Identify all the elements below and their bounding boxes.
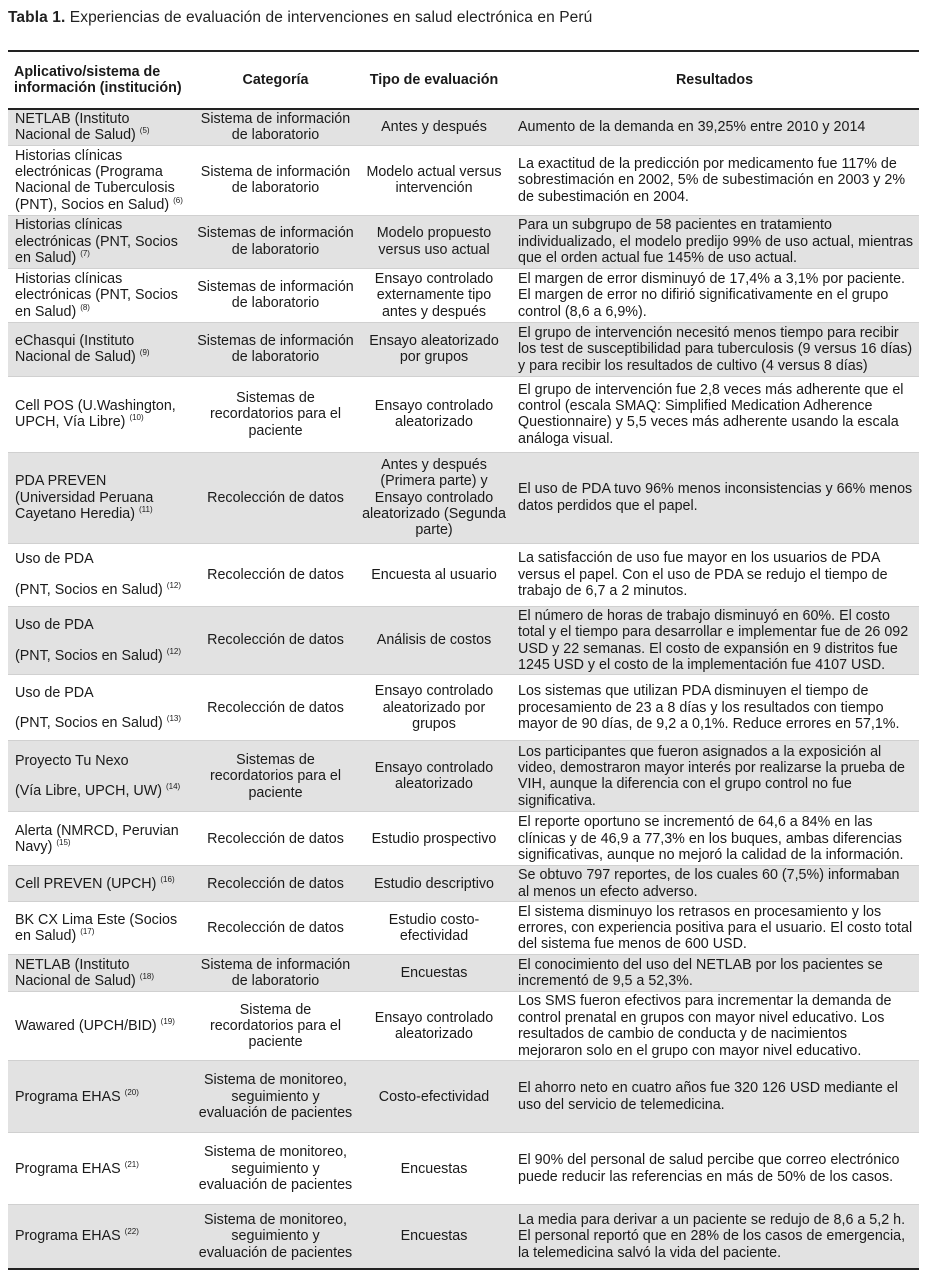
reference-number: (7) — [80, 249, 90, 259]
cell-application — [8, 215, 193, 268]
application-name: NETLAB (Instituto Nacional de Salud) — [15, 956, 136, 990]
table-row — [8, 1061, 919, 1133]
cell-application — [8, 1133, 193, 1205]
reference-number: (19) — [160, 1017, 175, 1027]
cell-category: Sistema de monitoreo, seguimiento y evaluación de pacientes — [198, 1144, 353, 1193]
cell-evaluation-type: Ensayo controlado aleatorizado — [374, 1009, 494, 1043]
table-row — [8, 1205, 919, 1269]
cell-evaluation-type: Costo-efectividad — [378, 1088, 490, 1105]
cell-category: Sistema de monitoreo, seguimiento y evaluación de pacientes — [198, 1072, 353, 1121]
cell-evaluation-type: Ensayo controlado aleatorizado — [374, 397, 494, 431]
application-name: Programa EHAS — [15, 1228, 121, 1245]
cell-application — [8, 268, 193, 322]
application-name: NETLAB (Instituto Nacional de Salud) — [15, 111, 136, 144]
table-header — [8, 51, 919, 109]
cell-application — [8, 955, 193, 992]
application-name: Uso de PDA — [15, 551, 94, 568]
cell-evaluation-type: Análisis de costos — [376, 632, 492, 649]
cell-category: Recolección de datos — [207, 566, 344, 583]
application-name: Historias clínicas electrónicas (PNT, Socios en Salud) — [15, 217, 178, 267]
cell-results: El uso de PDA tuvo 96% menos inconsistencias y 66% menos datos perdidos que el papel. — [518, 481, 913, 514]
cell-evaluation-type: Modelo propuesto versus uso actual — [376, 225, 492, 258]
table-row — [8, 675, 919, 741]
cell-category: Sistema de información de laboratorio — [200, 956, 351, 990]
reference-number: (18) — [139, 972, 155, 982]
cell-results: Los sistemas que utilizan PDA disminuyen el tiempo de procesamiento de 23 a 8 días y los resultados con tiempo mayor de 90 días, de 9,2 a 0,1%. Reduce errores en 57,1%. — [518, 683, 900, 733]
reference-number: (10) — [129, 413, 144, 423]
table-caption — [8, 8, 919, 34]
cell-results: La exactitud de la predicción por medicamento fue 117% de sobrestimación en 2002, 5% de subestimación en 2003 y 2% de subestimación en 2004. — [518, 155, 906, 205]
cell-application — [8, 812, 193, 866]
cell-evaluation-type: Estudio prospectivo — [371, 830, 497, 847]
table-row — [8, 109, 919, 145]
line-spacer — [15, 769, 189, 783]
application-name: Historias clínicas electrónicas (Programa Nacional de Tuberculosis (PNT), Socios en Salud) — [15, 147, 175, 213]
application-institution: (Vía Libre, UPCH, UW) — [15, 783, 162, 800]
cell-evaluation-type: Estudio costo-efectividad — [388, 911, 480, 945]
cell-results: El ahorro neto en cuatro años fue 320 126 USD mediante el uso del servicio de telemedicina. — [518, 1080, 898, 1113]
cell-application — [8, 1061, 193, 1133]
table-row — [8, 741, 919, 812]
table-row — [8, 902, 919, 955]
cell-results: El 90% del personal de salud percibe que correo electrónico puede reducir las referencias en más de 50% de los casos. — [518, 1152, 900, 1185]
table-row — [8, 1133, 919, 1205]
cell-results: Aumento de la demanda en 39,25% entre 2010 y 2014 — [518, 119, 866, 136]
application-name: Alerta (NMRCD, Peruvian Navy) — [15, 822, 179, 855]
reference-number: (15) — [56, 838, 71, 848]
cell-evaluation-type: Estudio descriptivo — [374, 875, 494, 892]
table-header-row — [8, 51, 919, 109]
line-spacer — [15, 634, 189, 648]
cell-application — [8, 543, 193, 606]
application-name: Cell PREVEN (UPCH) — [15, 875, 157, 892]
cell-results: El reporte oportuno se incrementó de 64,6 a 84% en las clínicas y de 46,9 a 77,3% en los buques, ambas diferencias significativas, aunque no mejoró la calidad de la información. — [518, 814, 904, 864]
cell-application — [8, 452, 193, 543]
table-row — [8, 376, 919, 452]
cell-category: Recolección de datos — [207, 699, 344, 716]
reference-number: (12) — [166, 581, 182, 591]
header-results: Resultados — [675, 71, 754, 88]
table-row — [8, 268, 919, 322]
cell-application — [8, 866, 193, 902]
evaluations-table — [8, 50, 919, 1270]
application-institution: (PNT, Socios en Salud) — [15, 647, 163, 664]
reference-number: (11) — [139, 505, 153, 515]
reference-number: (13) — [166, 714, 182, 724]
header-category: Categoría — [242, 71, 309, 88]
reference-number: (22) — [124, 1227, 139, 1237]
cell-category: Recolección de datos — [207, 920, 344, 937]
cell-results: El grupo de intervención necesitó menos tiempo para recibir los test de susceptibilidad para tuberculosis (9 versus 16 días) y para recibir los resultados de cultivo (4 versus 8 días) — [518, 324, 913, 374]
cell-category: Sistema de recordatorios para el paciente — [209, 1001, 342, 1051]
application-name: Wawared (UPCH/BID) — [15, 1018, 157, 1035]
cell-results: El conocimiento del uso del NETLAB por los pacientes se incrementó de 9,5 a 52,3%. — [518, 956, 883, 990]
cell-evaluation-type: Ensayo controlado aleatorizado — [374, 760, 494, 793]
cell-application — [8, 992, 193, 1061]
application-name: Proyecto Tu Nexo — [15, 753, 129, 770]
application-name: Historias clínicas electrónicas (PNT, Socios en Salud) — [15, 270, 178, 320]
cell-category: Sistema de información de laboratorio — [200, 163, 351, 197]
reference-number: (20) — [124, 1087, 139, 1097]
cell-evaluation-type: Encuesta al usuario — [371, 566, 497, 583]
line-spacer — [15, 701, 189, 715]
document-page — [8, 8, 919, 1270]
application-name: Programa EHAS — [15, 1088, 121, 1105]
application-name: BK CX Lima Este (Socios en Salud) — [15, 911, 178, 945]
cell-results: Los participantes que fueron asignados a la exposición al video, demostraron mayor interés por realizarse la prueba de VIH, aunque la diferencia con el grupo control no fue significativa. — [518, 743, 906, 809]
table-row — [8, 992, 919, 1061]
reference-number: (17) — [80, 927, 95, 937]
cell-results: Se obtuvo 797 reportes, de los cuales 60 (7,5%) informaban al menos un efecto adverso. — [518, 867, 900, 900]
cell-results: El grupo de intervención fue 2,8 veces más adherente que el control (escala SMAQ: Simplified Medication Adherence Questionnaire) y 5,5 veces más adherente usando la escala análoga visual. — [518, 381, 904, 447]
cell-category: Recolección de datos — [207, 632, 344, 649]
cell-application — [8, 145, 193, 215]
cell-results: Para un subgrupo de 58 pacientes en tratamiento individualizado, el modelo predijo 99% de uso actual, mientras que el orden actual fue 145% de uso actual. — [518, 217, 913, 267]
cell-results: La media para derivar a un paciente se redujo de 8,6 a 5,2 h. El personal reportó que en 28% de los casos de emergencia, la telemedicina salvó la vida del paciente. — [518, 1211, 906, 1261]
table-body — [8, 109, 919, 1269]
application-name: eChasqui (Instituto Nacional de Salud) — [15, 332, 136, 366]
cell-results: El número de horas de trabajo disminuyó en 60%. El costo total y el tiempo para desarrollar e implementar fue de 26 092 USD y 22 semanas. El costo de expansión en 9 distritos fue 1245 USD y el costo de la implementación fue 4107 USD. — [518, 607, 909, 674]
application-institution: (PNT, Socios en Salud) — [15, 714, 163, 731]
application-institution: (PNT, Socios en Salud) — [15, 581, 163, 598]
cell-application — [8, 741, 193, 812]
cell-evaluation-type: Encuestas — [400, 965, 468, 982]
cell-results: El margen de error disminuyó de 17,4% a 3,1% por paciente. El margen de error no difirió significativamente en el grupo control (8,6 a 6,9%). — [518, 270, 906, 320]
cell-results: Los SMS fueron efectivos para incrementar la demanda de control prenatal en grupos con mayor nivel educativo. Los resultados de cambio de conducta y de nacimientos mejoraron solo en el grupo con mayor nivel educativo. — [518, 993, 892, 1059]
cell-evaluation-type: Modelo actual versus intervención — [366, 163, 502, 197]
reference-number: (14) — [165, 782, 181, 792]
cell-evaluation-type: Ensayo controlado externamente tipo antes y después — [374, 270, 494, 320]
application-name: Programa EHAS — [15, 1160, 121, 1177]
table-row — [8, 145, 919, 215]
table-row — [8, 452, 919, 543]
cell-category: Sistema de información de laboratorio — [200, 111, 351, 144]
cell-evaluation-type: Encuestas — [400, 1160, 468, 1177]
cell-application — [8, 322, 193, 376]
reference-number: (8) — [80, 302, 90, 312]
table-row — [8, 215, 919, 268]
reference-number: (5) — [139, 126, 150, 136]
table-row — [8, 543, 919, 606]
header-evaluation-type: Tipo de evaluación — [369, 71, 499, 88]
cell-results: El sistema disminuyo los retrasos en procesamiento y los errores, con experiencia positiva para el usuario. El costo total del sistema fue menos de 600 USD. — [518, 903, 913, 953]
reference-number: (12) — [166, 646, 182, 656]
reference-number: (6) — [173, 195, 183, 205]
table-row — [8, 812, 919, 866]
cell-category: Sistema de monitoreo, seguimiento y evaluación de pacientes — [198, 1211, 353, 1261]
cell-category: Sistemas de recordatorios para el paciente — [209, 389, 342, 439]
table-row — [8, 866, 919, 902]
table-row — [8, 955, 919, 992]
application-name: Cell POS (U.Washington, UPCH, Vía Libre) — [15, 397, 176, 431]
cell-evaluation-type: Encuestas — [400, 1228, 468, 1245]
application-name: Uso de PDA — [15, 617, 94, 634]
cell-category: Sistemas de recordatorios para el paciente — [209, 751, 342, 801]
line-spacer — [15, 568, 189, 582]
cell-category: Sistemas de información de laboratorio — [197, 225, 354, 258]
table-caption-text: Experiencias de evaluación de intervenciones en salud electrónica en Perú — [65, 9, 593, 26]
application-name: PDA PREVEN (Universidad Peruana Cayetano Heredia) — [15, 473, 154, 523]
cell-application — [8, 1205, 193, 1269]
table-row — [8, 606, 919, 675]
reference-number: (21) — [124, 1159, 139, 1169]
cell-results: La satisfacción de uso fue mayor en los usuarios de PDA versus el papel. Con el uso de PDA se redujo el tiempo de trabajo de 6,7 a 2 minutos. — [518, 550, 888, 600]
cell-category: Sistemas de información de laboratorio — [197, 332, 354, 366]
application-name: Uso de PDA — [15, 684, 94, 701]
cell-application — [8, 606, 193, 675]
header-app: Aplicativo/sistema de información (institución) — [14, 63, 182, 96]
cell-application — [8, 675, 193, 741]
cell-evaluation-type: Antes y después (Primera parte) y Ensayo controlado aleatorizado (Segunda parte) — [362, 456, 506, 539]
cell-application — [8, 109, 193, 145]
reference-number: (9) — [139, 348, 150, 358]
cell-evaluation-type: Ensayo aleatorizado por grupos — [369, 332, 499, 366]
cell-evaluation-type: Antes y después — [381, 119, 487, 136]
cell-category: Recolección de datos — [207, 830, 344, 847]
table-row — [8, 322, 919, 376]
table-caption-label: Tabla 1. — [8, 9, 66, 26]
cell-category: Sistemas de información de laboratorio — [197, 278, 354, 312]
cell-application — [8, 376, 193, 452]
cell-evaluation-type: Ensayo controlado aleatorizado por grupos — [374, 683, 494, 733]
cell-category: Recolección de datos — [207, 875, 344, 892]
reference-number: (16) — [160, 874, 175, 884]
cell-category: Recolección de datos — [207, 489, 344, 506]
cell-application — [8, 902, 193, 955]
